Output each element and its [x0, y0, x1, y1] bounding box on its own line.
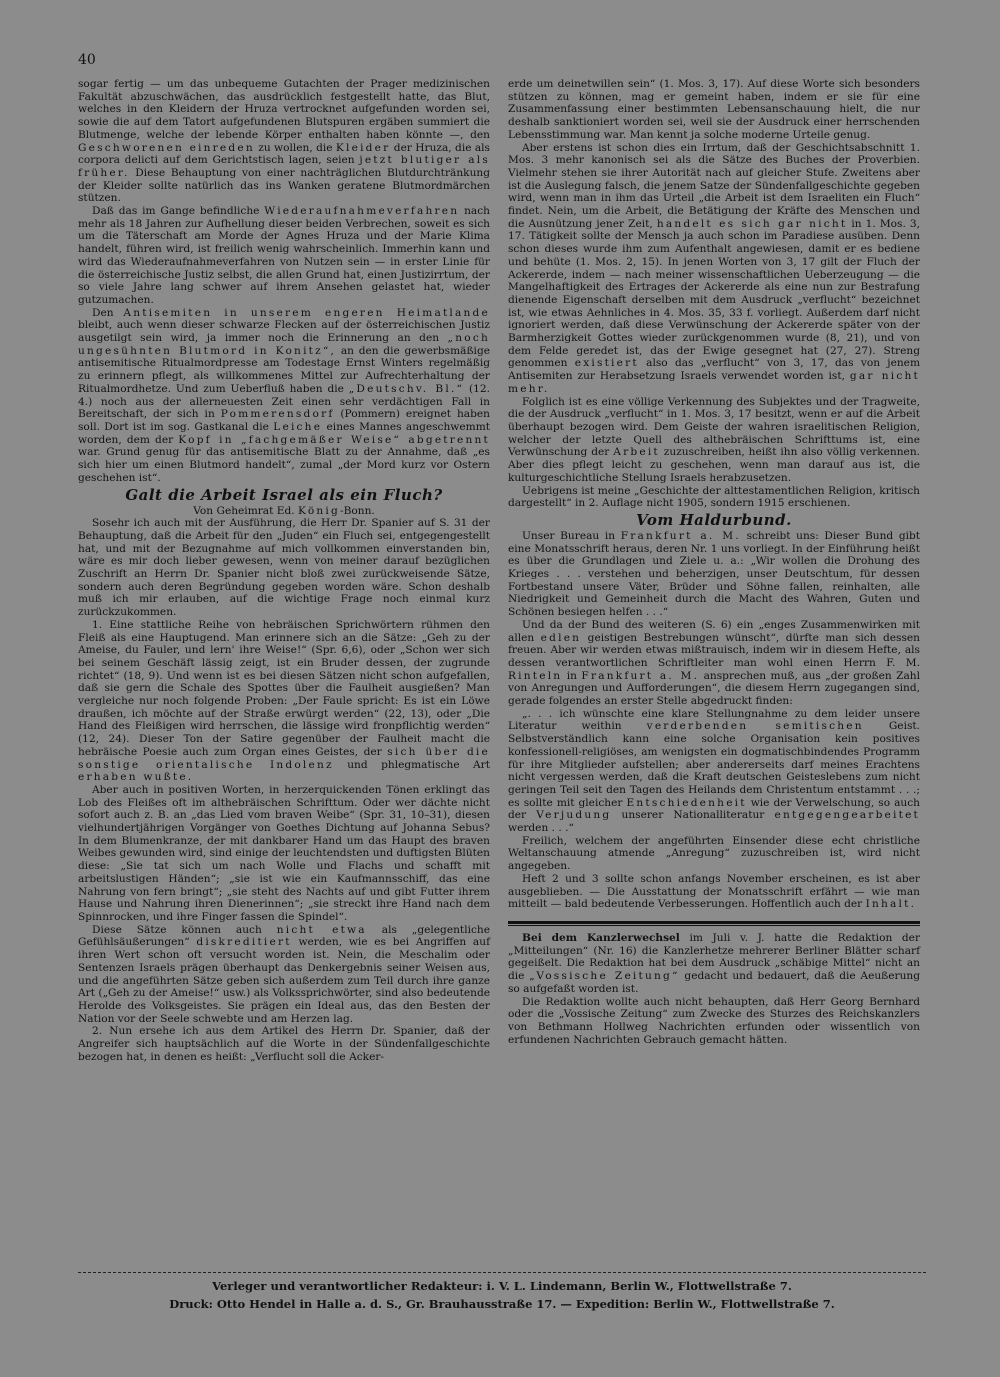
paragraph: Heft 2 und 3 sollte schon anfangs November erscheinen, es ist aber ausgeblieben. — Die Ausstattung der Monatsschrift erfährt — wie man mitteilt — bald bedeutende Verbesserungen. Hoffentlich auch der Inhalt. — [508, 872, 920, 911]
footer-divider — [78, 1272, 926, 1273]
paragraph: Aber auch in positiven Worten, in herzerquickenden Tönen erklingt das Lob des Fleißes oft im althebräischen Schrifttum. Oder wer dächte nicht sofort auch z. B. an „das Lied vom braven Weibe“ (Spr. 31, 10–31), diesen vielhundertjährigen Vorgänger von Goethes Dichtung auf Johanna Sebus? In dem Blumenkranze, der mit dankbarer Hand um das Haupt des braven Weibes gewunden wird, sind einige der leuchtendsten und duftigsten Blüten diese: „Sie tat sich um nach Wolle und Flachs und schafft mit arbeitslustigen Händen“; „sie ist wie ein Kaufmannsschiff, das eine Nahrung von fern bringt“; „sie steht des Nachts auf und gibt Futter ihrem Hause und Nahrung ihren Dienerinnen“; „sie streckt ihre Hand nach dem Spinnrocken, und ihre Finger fassen die Spindel“. — [78, 783, 490, 923]
paragraph: Diese Sätze können auch nicht etwa als „gelegentliche Gefühlsäußerungen“ diskreditiert werden, wie es bei Angriffen auf ihren Wert schon oft versucht worden ist. Nein, die Meschalim oder Sentenzen Israels prägen überhaupt das Denkergebnis seiner Weisen aus, und die angeführten Sätze geben sich außerdem zum Teil durch ihre ganze Art („Geh zu der Ameise!“ usw.) als Volkssprichwörter, sind also bedeutende Herolde des Volksgeistes. Sie prägen ein Ideal aus, das den Besten der Nation vor der Seele schwebte und am Herzen lag. — [78, 923, 490, 1025]
quotation: „. . . ich wünschte eine klare Stellungnahme zu dem leider unsere Literatur weithin verderbenden semitischen Geist. Selbstverständlich kann eine solche Organisation kein positives konfessionell-religiöses, am wenigsten ein dogmatischbindendes Programm für ihre Mitglieder aufstellen; aber andererseits darf meines Erachtens nicht vergessen werden, daß die Kraft deutschen Geisteslebens zum nicht geringen Teil seit den Tagen des Heilands dem Christentum entstammt . . .; es sollte mit gleicher Entschiedenheit wie der Verwelschung, so auch der Verjudung unserer Nationalliteratur entgegengearbeitet werden . . .“ — [508, 707, 921, 835]
paragraph: sogar fertig — um das unbequeme Gutachten der Prager medizinischen Fakultät abzuschwächen, das ausdrücklich festgestellt hatte, das Blut, welches in den Kleidern der Hruza vertrocknet aufgefunden worden sei, sowie die auf dem Tatort aufgefundenen Blutspuren ergäben summiert die Blutmenge, welche der lebende Körper enthalten haben könnte —, den Geschworenen einreden zu wollen, die Kleider der Hruza, die als corpora delicti auf dem Gerichtstisch lagen, seien jetzt blutiger als früher. Diese Behauptung von einer nachträglichen Blutdurchtränkung der Kleider sollte natürlich das ins Wanken geratene Blutmordmärchen stützen. — [78, 78, 490, 205]
paragraph: Die Redaktion wollte auch nicht behaupten, daß Herr Georg Bernhard oder die „Vossische Zeitung“ zum Zwecke des Sturzes des Reichskanzlers von Bethmann Hollweg Nachrichten erfunden oder wissentlich von erfundenen Nachrichten Gebrauch gemacht hätten. — [508, 995, 920, 1046]
paragraph: Uebrigens ist meine „Geschichte der alttestamentlichen Religion, kritisch dargestellt“ in 2. Auflage nicht 1905, sondern 1915 erschienen. — [508, 484, 920, 510]
section-divider — [508, 921, 920, 924]
paragraph: 1. Eine stattliche Reihe von hebräischen Sprichwörtern rühmen den Fleiß als eine Hauptugend. Man erinnere sich an die Sätze: „Geh zu der Ameise, du Fauler, und lern' ihre Weise!“ (Spr. 6,6), oder „Schon wer sich bei seinem Geschäft lässig zeigt, ist ein Bruder dessen, der zugrunde richtet“ (18, 9). Und wenn ist es bei diesen Sätzen nicht schon aufgefallen, daß sie gern die Schale des Spottes über die Faulheit ausgießen? Man vergleiche nur noch folgende Proben: „Der Faule spricht: Es ist ein Löwe draußen, ich möchte auf der Straße erwürgt werden“ (22, 13), oder „Die Hand des Fleißigen wird herrschen, die lässige wird fronpflichtig werden“ (12, 24). Dieser Ton der Satire gegenüber der Faulheit macht die hebräische Poesie auch zum Organ eines Geistes, der sich über die sonstige orientalische Indolenz und phlegmatische Art erhaben wußte. — [78, 618, 490, 784]
left-column — [78, 78, 490, 1063]
imprint-publisher: Verleger und verantwortlicher Redakteur: i. V. L. Lindemann, Berlin W., Flottwellstraße 7. — [212, 1279, 792, 1293]
paragraph: Aber erstens ist schon dies ein Irrtum, daß der Geschichtsabschnitt 1. Mos. 3 mehr kanonisch sei als die Sätze des Buches der Proverbien. Vielmehr stehen sie ihrer Autorität nach auf gleicher Stufe. Zweitens aber ist die Auslegung falsch, die jenem Satze der Sündenfallgeschichte gegeben wird, wenn man in ihm das Urteil „die Arbeit ist dem Israeliten ein Fluch“ findet. Nein, um die Arbeit, die Betätigung der Kräfte des Menschen und die Ausnützung jener Zeit, handelt es sich gar nicht in 1. Mos. 3, 17. Tätigkeit sollte der Mensch ja auch schon im Paradiese ausüben. Denn schon dieses wurde ihm zum Aufenthalt angewiesen, damit er es bediene und behüte (1. Mos. 2, 15). In jenen Worten von 3, 17 gilt der Fluch der Ackererde, indem — nach meiner wissenschaftlichen Ueberzeugung — die Mangelhaftigkeit des Ertrages der Ackererde als eine nun zur Bestrafung dienende Eigenschaft derselben mit dem Ausdruck „verflucht“ bezeichnet ist, wie etwas Aehnliches in 4. Mos. 35, 33 f. vorliegt. Außerdem darf nicht ignoriert werden, daß diese Verwünschung der Ackererde später von der Barmherzigkeit Gottes wieder zurückgenommen wurde (8, 21), und von dem Felde geredet ist, das der Ewige gesegnet hat (27, 27). Streng genommen existiert also das „verflucht“ von 3, 17, das von jenem Antisemiten zur Herabsetzung Israels verwendet worden ist, gar nicht mehr. — [508, 141, 921, 395]
page-number: 40 — [78, 52, 96, 68]
paragraph: Daß das im Gange befindliche Wiederaufnahmeverfahren nach mehr als 18 Jahren zur Aufhellung dieser beiden Verbrechen, soweit es sich um die Täterschaft am Morde der Agnes Hruza und der Marie Klima handelt, führen wird, ist freilich wenig wahrscheinlich. Immerhin kann und wird das Wiederaufnahmeverfahren von Nutzen sein — in erster Linie für die österreichische Justiz selbst, die allen Grund hat, einen Justizirrtum, der so viele Jahre lang schwer auf ihrem Ansehen gelastet hat, wieder gutzumachen. — [78, 205, 491, 306]
paragraph: Und da der Bund des weiteren (S. 6) ein „enges Zusammenwirken mit allen edlen geistigen Bestrebungen wünscht“, dürfte man sich dessen freuen. Aber wir werden etwas mißtrauisch, indem wir in diesem Hefte, als dessen verantwortlichen Schriftleiter man wohl einen Herrn F. M. Rinteln in Frankfurt a. M. ansprechen muß, aus „der großen Zahl von Anregungen und Aufforderungen“, die diesem Herrn zugegangen sind, gerade folgendes an erster Stelle abgedruckt finden: — [508, 618, 921, 708]
paragraph: erde um deinetwillen sein“ (1. Mos. 3, 17). Auf diese Worte sich besonders stützen zu können, mag er gemeint haben, indem er sie für eine Zusammenfassung einer bestimmten Lebensanschauung hielt, die nur deshalb sanktioniert worden sei, weil sie der Ausdruck einer herrschenden Lebensstimmung war. Man kennt ja solche moderne Urteile genug. — [508, 78, 920, 141]
paragraph: 2. Nun ersehe ich aus dem Artikel des Herrn Dr. Spanier, daß der Angreifer sich hauptsächlich auf die Worte in der Sündenfallgeschichte bezogen hat, in denen es heißt: „Verflucht soll die Acker- — [78, 1025, 490, 1063]
right-column — [508, 78, 920, 1046]
paragraph: Freilich, welchem der angeführten Einsender diese echt christliche Weltanschauung atmende „Anregung“ zuzuschreiben ist, wird nicht angegeben. — [508, 834, 920, 873]
article-heading: Vom Haldurbund. — [636, 510, 792, 529]
section-divider-thin — [508, 925, 920, 926]
paragraph: Unser Bureau in Frankfurt a. M. schreibt uns: Dieser Bund gibt eine Monatsschrift heraus, deren Nr. 1 uns vorliegt. In der Einführung heißt es über die Grundlagen und Ziele u. a.: „Wir wollen die Drohung des Krieges . . . verstehen und beherzigen, unser Deutschtum, für dessen Fortbestand unsere Väter, Brüder und Söhne fallen, reinhalten, alle Niedrigkeit und Gemeinheit durch die Macht des Wahren, Guten und Schönen besiegen helfen . . .“ — [508, 529, 921, 619]
paragraph: Sosehr ich auch mit der Ausführung, die Herr Dr. Spanier auf S. 31 der Behauptung, daß die Arbeit für den „Juden“ ein Fluch sei, entgegengestellt hat, und mit der Bezugnahme auf mich vollkommen einverstanden bin, wäre es mir doch lieber gewesen, wenn von meiner darauf bezüglichen Zuschrift an Herrn Dr. Spanier nicht bloß zwei zurückweisende Sätze, sondern auch deren Begründung gegeben worden wäre. Schon deshalb muß ich mir erlauben, auf die wichtige Frage noch einmal kurz zurückzukommen. — [78, 517, 490, 619]
imprint-printer: Druck: Otto Hendel in Halle a. d. S., Gr. Brauhausstraße 17. — Expedition: Berlin W., Flottwellstraße 7. — [169, 1297, 835, 1311]
article-byline: Von Geheimrat Ed. König-Bonn. — [193, 504, 375, 517]
paragraph: Bei dem Kanzlerwechsel im Juli v. J. hatte die Redaktion der „Mitteilungen“ (Nr. 16) die Kanzlerhetze mehrerer Berliner Blätter scharf gegeißelt. Die Redaktion hat bei dem Ausdruck „schäbige Mittel“ nicht an die „Vossische Zeitung“ gedacht und bedauert, daß die Aeußerung so aufgefaßt worden ist. — [508, 932, 921, 995]
paragraph: Folglich ist es eine völlige Verkennung des Subjektes und der Tragweite, die der Ausdruck „verflucht“ in 1. Mos. 3, 17 besitzt, wenn er auf die Arbeit überhaupt bezogen wird. Dem Geiste der wahren israelitischen Religion, welcher der letzte Quell des althebräischen Schrifttums ist, eine Verwünschung der Arbeit zuzuschreiben, heißt ihn also völlig verkennen. Aber dies pflegt leicht zu geschehen, wenn man darauf aus ist, die kulturgeschichtliche Stellung Israels herabzusetzen. — [508, 395, 921, 484]
article-heading: Galt die Arbeit Israel als ein Fluch? — [125, 485, 443, 504]
paragraph: Den Antisemiten in unserem engeren Heimatlande bleibt, auch wenn dieser schwarze Flecken auf der österreichischen Justiz ausgetilgt sein wird, ja immer noch die Erinnerung an den „noch ungesühnten Blutmord in Konitz“, an den die gewerbsmäßige antisemitische Ritualmordpresse am Todestage Ernst Winters regelmäßig zu erinnern pflegt, als willkommenes Mittel zur Aufrechterhaltung der Ritualmordhetze. Und zum Ueberfluß haben die „Deutschv. Bl.“ (12. 4.) noch aus der allerneuesten Zeit einen sehr verdächtigen Fall in Bereitschaft, der sich in Pommerensdorf (Pommern) ereignet haben soll. Dort ist im sog. Gastkanal die Leiche eines Mannes angeschwemmt worden, dem der Kopf in „fachgemäßer Weise“ abgetrennt war. Grund genug für das antisemitische Blatt zu der Annahme, daß „es sich hier um einen Blutmord handelt“, zumal „der Mord kurz vor Ostern geschehen ist“. — [78, 306, 490, 484]
